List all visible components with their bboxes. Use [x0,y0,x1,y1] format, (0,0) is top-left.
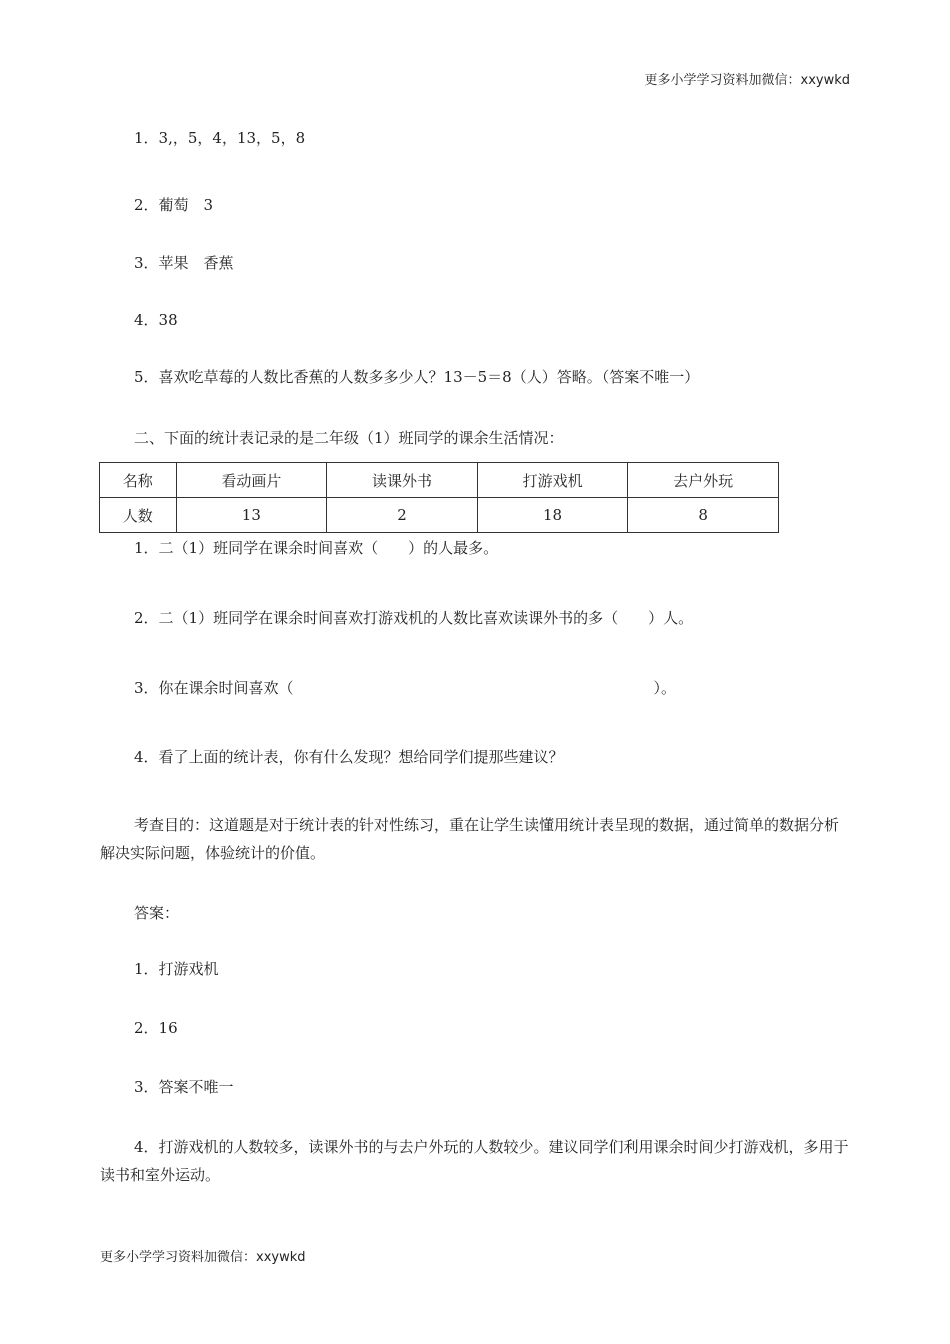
page-header: 更多小学学习资料加微信：xxywkd [644,73,850,88]
answer-label: 答案： [134,904,180,922]
table-cell: 18 [477,498,628,533]
question-item: 2．二（1）班同学在课余时间喜欢打游戏机的人数比喜欢读课外书的多（ ）人。 [134,609,694,627]
page-footer: 更多小学学习资料加微信：xxywkd [100,1250,306,1265]
answer-item: 1．3,，5，4，13，5，8 [134,129,306,147]
table-cell: 人数 [100,498,177,533]
question-item: 4．看了上面的统计表，你有什么发现？想给同学们提那些建议？ [134,748,564,766]
table-cell: 看动画片 [176,463,327,498]
table-cell: 8 [628,498,779,533]
table-cell: 13 [176,498,327,533]
answer-item: 4．38 [134,311,178,329]
answer-item: 5．喜欢吃草莓的人数比香蕉的人数多多少人？13－5＝8（人）答略。（答案不唯一） [134,368,700,386]
answer-item: 2．16 [134,1019,178,1037]
table-cell: 去户外玩 [628,463,779,498]
answer-paragraph: 4．打游戏机的人数较多，读课外书的与去户外玩的人数较少。建议同学们利用课余时间少打游戏机，多用于读书和室外运动。 [100,1138,849,1184]
question-item: 1．二（1）班同学在课余时间喜欢（ ）的人最多。 [134,539,499,557]
table-row [100,498,779,533]
stats-table [99,462,779,533]
answer-item: 3．答案不唯一 [134,1078,234,1096]
answer-item: 2．葡萄 3 [134,196,214,214]
purpose-paragraph: 考查目的：这道题是对于统计表的针对性练习，重在让学生读懂用统计表呈现的数据，通过简单的数据分析解决实际问题，体验统计的价值。 [100,816,840,862]
answer-item: 3．苹果 香蕉 [134,254,234,272]
table-cell: 读课外书 [327,463,478,498]
table-header-row [100,463,779,498]
table-cell: 2 [327,498,478,533]
answer-item: 1．打游戏机 [134,960,219,978]
table-cell: 打游戏机 [477,463,628,498]
question-item: 3．你在课余时间喜欢（ ）。 [134,679,677,697]
section-title: 二、下面的统计表记录的是二年级（1）班同学的课余生活情况： [134,429,564,447]
table-cell: 名称 [100,463,177,498]
